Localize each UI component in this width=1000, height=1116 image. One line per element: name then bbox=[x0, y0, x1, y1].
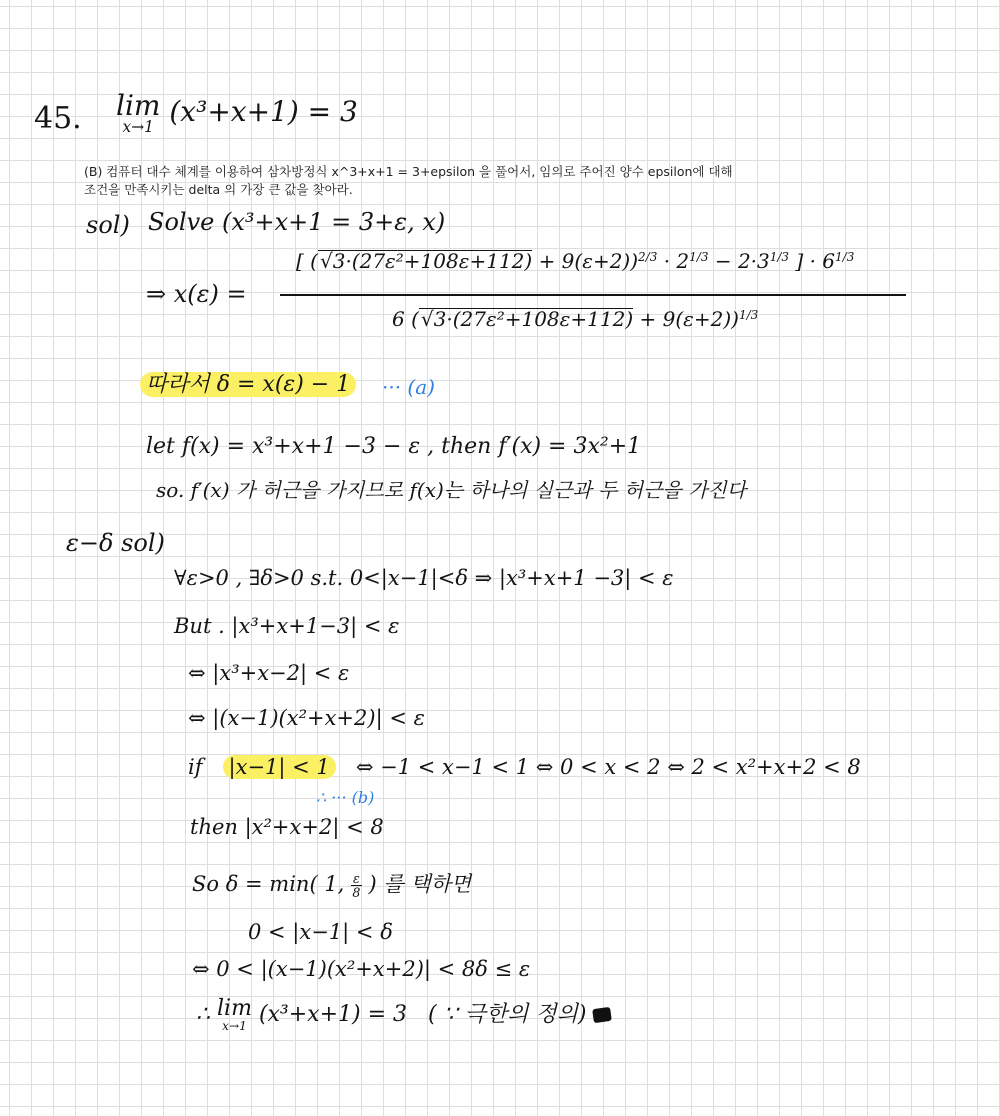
frac-num: ε bbox=[353, 871, 360, 886]
den-exp: 1/3 bbox=[738, 307, 759, 322]
so-line: so. f′(x) 가 허근을 가지므로 f(x)는 하나의 실근과 두 허근을 가진다 bbox=[156, 478, 747, 502]
qed-mark-icon bbox=[593, 1007, 613, 1023]
if-word: if bbox=[188, 755, 203, 779]
eps-delta-line-7 bbox=[192, 872, 471, 899]
solve-command: Solve (x³+x+1 = 3+ε, x) bbox=[148, 208, 446, 236]
instruction-line-1: (B) 컴퓨터 대수 체계를 이용하여 삼차방정식 x^3+x+1 = 3+epsilon 을 풀어서, 임의로 주어진 양수 epsilon에 대해 bbox=[84, 164, 733, 179]
num-tail-exp: 1/3 bbox=[689, 249, 709, 264]
let-line: let f(x) = x³+x+1 −3 − ε , then f′(x) = 3x²+1 bbox=[146, 434, 642, 459]
eps-delta-line-5 bbox=[188, 757, 861, 778]
num-exp: 2/3 bbox=[638, 249, 658, 264]
eps-delta-line-3: ⇔ |x³+x−2| < ε bbox=[188, 661, 350, 685]
lim-under: x→1 bbox=[122, 118, 154, 136]
num-open: [ ( bbox=[296, 249, 318, 273]
num-close-exp: 1/3 bbox=[835, 249, 855, 264]
eps-delta-line-4: ⇔ |(x−1)(x²+x+2)| < ε bbox=[188, 706, 425, 730]
conclusion bbox=[196, 998, 611, 1032]
conclusion-reason: ( ∵ 극한의 정의) bbox=[428, 1002, 587, 1028]
problem-expression: (x³+x+1) = 3 bbox=[169, 95, 358, 129]
fraction-bar bbox=[280, 294, 906, 296]
num-tail2-exp: 1/3 bbox=[769, 249, 790, 264]
formula-numerator bbox=[296, 250, 854, 271]
eps-delta-label: ε−δ sol) bbox=[66, 529, 165, 557]
problem-number: 45. bbox=[34, 101, 82, 136]
num-radical: √3·(27ε²+108ε+112) bbox=[319, 249, 533, 273]
arrow-lhs: ⇒ x(ε) = bbox=[146, 280, 247, 308]
instruction-line-2: 조건을 만족시키는 delta 의 가장 큰 값을 찾아라. bbox=[84, 182, 353, 197]
eps-delta-line-6: then |x²+x+2| < 8 bbox=[190, 815, 384, 839]
if-chain: ⇔ −1 < x−1 < 1 ⇔ 0 < x < 2 ⇔ 2 < x²+x+2 < 8 bbox=[355, 755, 861, 779]
concl-lim-under: x→1 bbox=[222, 1019, 247, 1033]
eps-delta-line-8: 0 < |x−1| < δ bbox=[248, 920, 393, 944]
sol-label: sol) bbox=[86, 211, 130, 239]
so-delta-min: So δ = min( 1, bbox=[192, 872, 345, 897]
concl-lim-word: lim bbox=[217, 996, 252, 1021]
num-close: ] · 6 bbox=[795, 249, 836, 273]
eps-over-8 bbox=[351, 872, 362, 899]
frac-den: 8 bbox=[352, 885, 361, 901]
instruction-text bbox=[84, 163, 804, 199]
choose-text: ) 를 택하면 bbox=[368, 872, 472, 897]
num-tail: · 2 bbox=[663, 249, 690, 273]
tag-b: ∴ ··· (b) bbox=[316, 788, 375, 807]
formula-denominator bbox=[392, 308, 758, 329]
den-radical: √3·(27ε²+108ε+112) bbox=[420, 307, 634, 331]
den-mid: + 9(ε+2)) bbox=[639, 307, 739, 331]
den-radicand: 3·(27ε²+108ε+112) bbox=[433, 307, 634, 331]
eps-delta-line-2: But . |x³+x+1−3| < ε bbox=[174, 614, 400, 638]
num-radicand: 3·(27ε²+108ε+112) bbox=[332, 249, 533, 273]
eps-delta-line-1: ∀ε>0 , ∃δ>0 s.t. 0<|x−1|<δ ⇒ |x³+x+1 −3| < ε bbox=[174, 566, 674, 590]
highlight-delta: 따라서 δ = x(ε) − 1 bbox=[140, 372, 356, 397]
conclusion-limit bbox=[217, 998, 252, 1032]
highlight-bound: |x−1| < 1 bbox=[223, 755, 336, 779]
conclusion-expression: (x³+x+1) = 3 bbox=[258, 1002, 408, 1028]
therefore-delta bbox=[140, 374, 356, 396]
num-mid: + 9(ε+2)) bbox=[538, 249, 639, 273]
limit-notation bbox=[116, 89, 161, 136]
lim-word: lim bbox=[116, 89, 161, 122]
tag-a: ··· (a) bbox=[382, 375, 435, 399]
den-open: 6 ( bbox=[392, 307, 419, 331]
therefore-symbol: ∴ bbox=[196, 1002, 210, 1028]
eps-delta-line-9: ⇔ 0 < |(x−1)(x²+x+2)| < 8δ ≤ ε bbox=[192, 957, 531, 981]
problem-limit bbox=[116, 89, 358, 136]
num-tail2: − 2·3 bbox=[714, 249, 770, 273]
